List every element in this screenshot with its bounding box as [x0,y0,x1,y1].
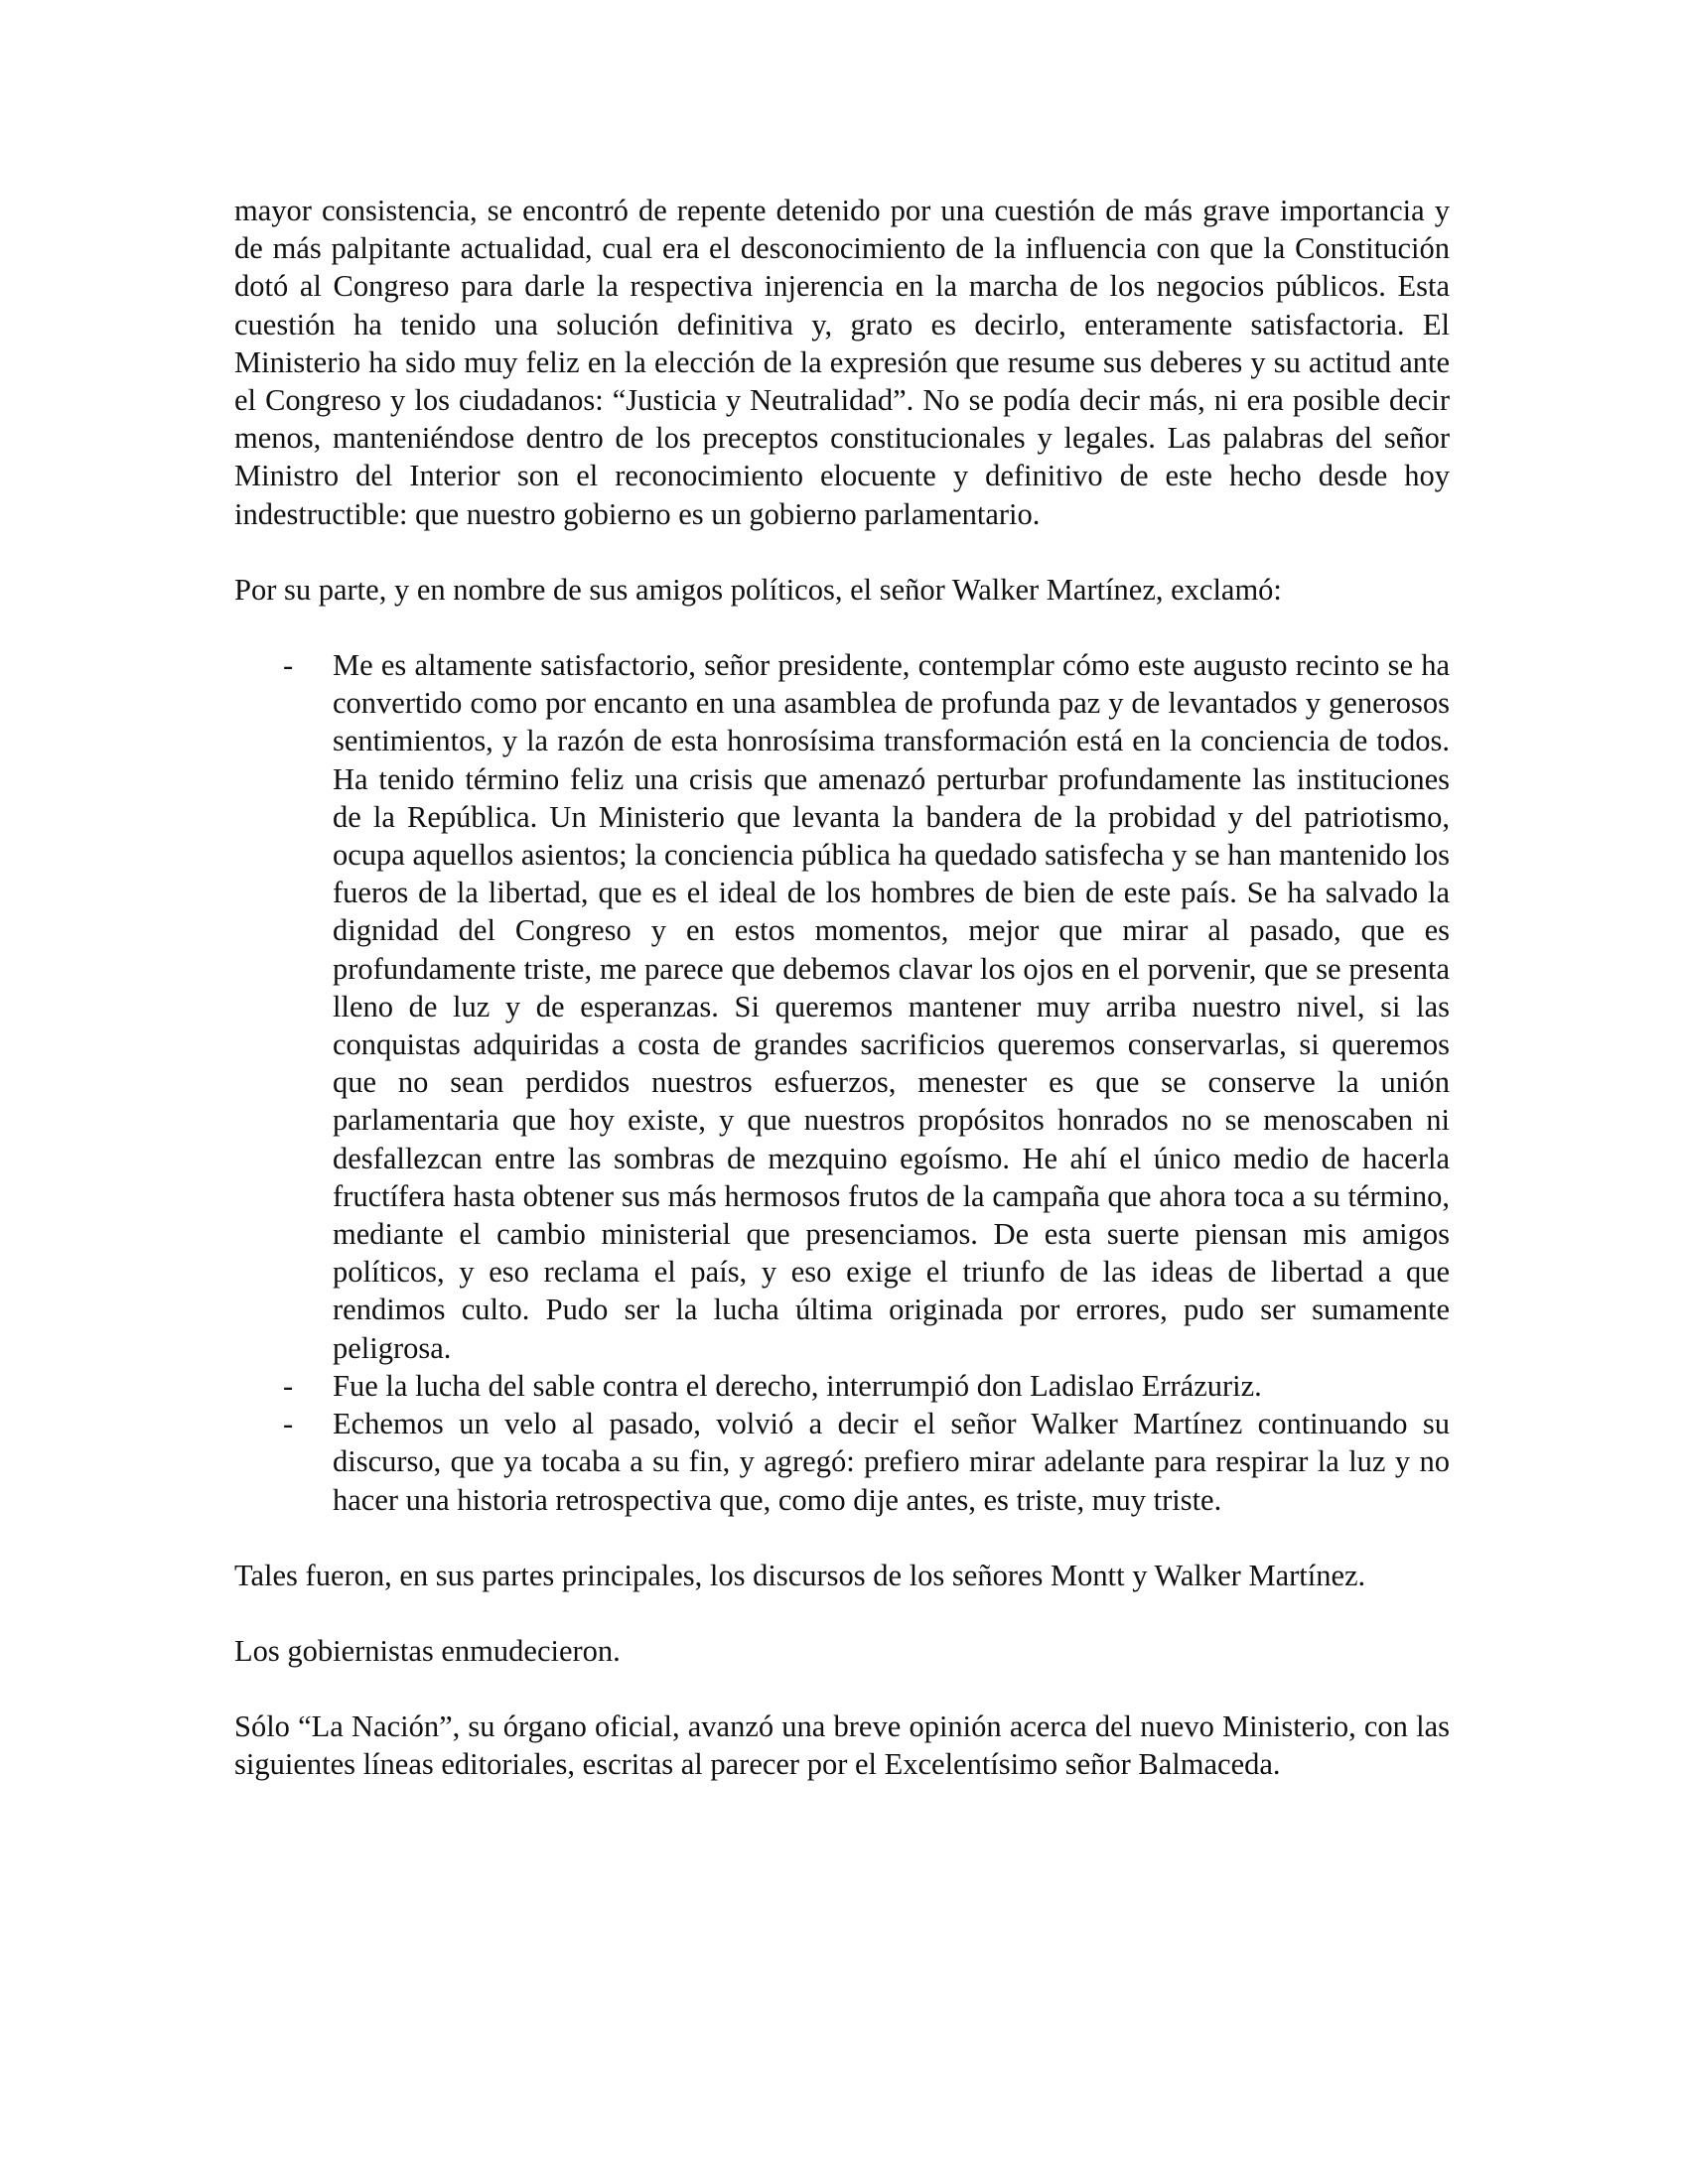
dialogue-list [234,646,1450,1519]
summary-paragraph: Tales fueron, en sus partes principales, los discursos de los señores Montt y Walker Martínez. [234,1558,1366,1592]
dialogue-text: Me es altamente satisfactorio, señor presidente, contemplar cómo este augusto recinto se ha convertido como por encanto en una asamblea de profunda paz y de levantados y generosos sentimientos, y la razón de esta honrosísima transformación está en la conciencia de todos. Ha tenido término feliz una crisis que amenazó perturbar profundamente las instituciones de la República. Un Ministerio que levanta la bandera de la probidad y del patriotismo, ocupa aquellos asientos; la conciencia pública ha quedado satisfecha y se han mantenido los fueros de la libertad, que es el ideal de los hombres de bien de este país. Se ha salvado la dignidad del Congreso y en estos momentos, mejor que mirar al pasado, que es profundamente triste, me parece que debemos clavar los ojos en el porvenir, que se presenta lleno de luz y de esperanzas. Si queremos mantener muy arriba nuestro nivel, si las conquistas adquiridas a costa de grandes sacrificios queremos conservarlas, si queremos que no sean perdidos nuestros esfuerzos, menester es que se conserve la unión parlamentaria que hoy existe, y que nuestros propósitos honrados no se menoscaben ni desfallezcan entre las sombras de mezquino egoísmo. He ahí el único medio de hacerla fructífera hasta obtener sus más hermosos frutos de la campaña que ahora toca a su término, mediante el cambio ministerial que presenciamos. De esta suerte piensan mis amigos políticos, y eso reclama el país, y eso exige el triunfo de las ideas de libertad a que rendimos culto. Pudo ser la lucha última originada por errores, pudo ser sumamente peligrosa. [333,648,1450,1365]
dialogue-dash: - [283,648,294,683]
dialogue-text: Echemos un velo al pasado, volvió a decir el señor Walker Martínez continuando su discurso, que ya tocaba a su fin, y agregó: prefiero mirar adelante para respirar la luz y no hacer una historia retrospectiva que, como dije antes, es triste, muy triste. [333,1407,1450,1517]
dialogue-item-walker-conclusion [234,1405,1450,1519]
dialogue-dash: - [283,1407,294,1441]
dialogue-item-errazuriz-interruption [234,1367,1450,1405]
intro-walker-paragraph: Por su parte, y en nombre de sus amigos políticos, el señor Walker Martínez, exclamó: [234,572,1282,607]
paragraph-gap [234,1519,1450,1557]
blockquote-continuation: mayor consistencia, se encontró de repente detenido por una cuestión de más grave importancia y de más palpitante actualidad, cual era el desconocimiento de la influencia con que la Constitución dotó al Congreso para darle la respectiva injerencia en la marcha de los negocios públicos. Esta cuestión ha tenido una solución definitiva y, grato es decirlo, enteramente satisfactoria. El Ministerio ha sido muy feliz en la elección de la expresión que resume sus deberes y su actitud ante el Congreso y los ciudadanos: “Justicia y Neutralidad”. No se podía decir más, ni era posible decir menos, manteniéndose dentro de los preceptos constitucionales y legales. Las palabras del señor Ministro del Interior son el reconocimiento elocuente y definitivo de este hecho desde hoy indestructible: que nuestro gobierno es un gobierno parlamentario. [234,194,1450,531]
dialogue-item-walker-speech [234,646,1450,1367]
paragraph-gap [234,1670,1450,1707]
paragraph-gap [234,609,1450,646]
la-nacion-paragraph: Sólo “La Nación”, su órgano oficial, avanzó una breve opinión acerca del nuevo Ministerio, con las siguientes líneas editoriales, escritas al parecer por el Excelentísimo señor Balmaceda. [234,1709,1450,1782]
paragraph-gap [234,1594,1450,1632]
paragraph-gap [234,533,1450,571]
silence-paragraph: Los gobiernistas enmudecieron. [234,1633,621,1668]
document-page [234,192,1450,1784]
dialogue-text: Fue la lucha del sable contra el derecho, interrumpió don Ladislao Errázuriz. [333,1368,1262,1403]
dialogue-dash: - [283,1368,294,1403]
